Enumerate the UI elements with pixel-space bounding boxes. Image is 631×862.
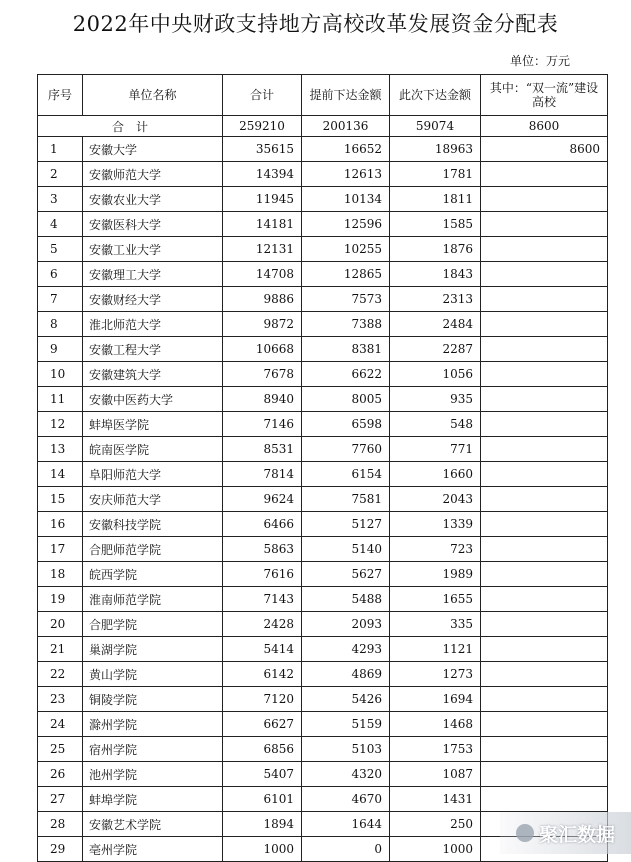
row-advance: 12865 <box>302 262 390 287</box>
row-index: 9 <box>38 337 83 362</box>
row-index: 26 <box>38 762 83 787</box>
row-unit-name: 黄山学院 <box>83 662 223 687</box>
row-total: 10668 <box>223 337 302 362</box>
row-index: 22 <box>38 662 83 687</box>
row-total: 8531 <box>223 437 302 462</box>
row-unit-name: 安徽艺术学院 <box>83 812 223 837</box>
table-row <box>38 412 608 437</box>
row-total: 9886 <box>223 287 302 312</box>
row-unit-name: 安徽大学 <box>83 137 223 162</box>
row-index: 18 <box>38 562 83 587</box>
row-index: 15 <box>38 487 83 512</box>
row-unit-name: 宿州学院 <box>83 737 223 762</box>
row-double-first-class <box>481 787 608 812</box>
row-index: 23 <box>38 687 83 712</box>
row-unit-name: 安徽建筑大学 <box>83 362 223 387</box>
table-row <box>38 462 608 487</box>
row-advance: 8005 <box>302 387 390 412</box>
row-advance: 2093 <box>302 612 390 637</box>
row-total: 14181 <box>223 212 302 237</box>
row-advance: 5140 <box>302 537 390 562</box>
row-unit-name: 安徽医科大学 <box>83 212 223 237</box>
row-current: 1989 <box>390 562 481 587</box>
row-total: 9624 <box>223 487 302 512</box>
row-index: 28 <box>38 812 83 837</box>
row-total: 2428 <box>223 612 302 637</box>
row-unit-name: 阜阳师范大学 <box>83 462 223 487</box>
table-row <box>38 362 608 387</box>
table-row <box>38 187 608 212</box>
row-index: 2 <box>38 162 83 187</box>
table-row <box>38 387 608 412</box>
row-advance: 4320 <box>302 762 390 787</box>
row-unit-name: 铜陵学院 <box>83 687 223 712</box>
row-unit-name: 巢湖学院 <box>83 637 223 662</box>
row-unit-name: 安徽中医药大学 <box>83 387 223 412</box>
row-unit-name: 安徽财经大学 <box>83 287 223 312</box>
row-double-first-class <box>481 312 608 337</box>
row-current: 1694 <box>390 687 481 712</box>
row-total: 7814 <box>223 462 302 487</box>
table-row <box>38 787 608 812</box>
row-advance: 5103 <box>302 737 390 762</box>
row-double-first-class <box>481 662 608 687</box>
row-double-first-class <box>481 612 608 637</box>
table-row <box>38 637 608 662</box>
watermark-text: 聚汇数据 <box>538 823 615 846</box>
table-row <box>38 537 608 562</box>
row-advance: 5488 <box>302 587 390 612</box>
watermark <box>500 812 631 854</box>
row-unit-name: 淮北师范大学 <box>83 312 223 337</box>
row-advance: 7760 <box>302 437 390 462</box>
row-advance: 4869 <box>302 662 390 687</box>
row-current: 1273 <box>390 662 481 687</box>
row-index: 6 <box>38 262 83 287</box>
row-current: 1121 <box>390 637 481 662</box>
row-advance: 10134 <box>302 187 390 212</box>
row-current: 1000 <box>390 837 481 862</box>
row-total: 35615 <box>223 137 302 162</box>
row-unit-name: 淮南师范学院 <box>83 587 223 612</box>
total-current: 59074 <box>390 116 481 137</box>
row-current: 1843 <box>390 262 481 287</box>
header-index: 序号 <box>38 75 83 116</box>
row-current: 2287 <box>390 337 481 362</box>
total-sum: 259210 <box>223 116 302 137</box>
row-double-first-class <box>481 187 608 212</box>
row-advance: 5627 <box>302 562 390 587</box>
header-unit-name: 单位名称 <box>83 75 223 116</box>
row-double-first-class <box>481 412 608 437</box>
row-unit-name: 安徽科技学院 <box>83 512 223 537</box>
row-index: 4 <box>38 212 83 237</box>
row-advance: 6598 <box>302 412 390 437</box>
row-advance: 5426 <box>302 687 390 712</box>
row-index: 1 <box>38 137 83 162</box>
row-current: 2313 <box>390 287 481 312</box>
row-total: 5863 <box>223 537 302 562</box>
row-total: 7616 <box>223 562 302 587</box>
row-current: 335 <box>390 612 481 637</box>
table-row <box>38 562 608 587</box>
row-index: 24 <box>38 712 83 737</box>
row-double-first-class <box>481 512 608 537</box>
row-total: 6856 <box>223 737 302 762</box>
row-index: 8 <box>38 312 83 337</box>
row-double-first-class <box>481 737 608 762</box>
row-index: 14 <box>38 462 83 487</box>
row-advance: 6622 <box>302 362 390 387</box>
row-current: 2484 <box>390 312 481 337</box>
row-current: 1468 <box>390 712 481 737</box>
row-double-first-class <box>481 262 608 287</box>
row-total: 7120 <box>223 687 302 712</box>
row-advance: 1644 <box>302 812 390 837</box>
row-unit-name: 安徽理工大学 <box>83 262 223 287</box>
row-advance: 12613 <box>302 162 390 187</box>
row-advance: 5127 <box>302 512 390 537</box>
row-index: 21 <box>38 637 83 662</box>
total-label: 合 计 <box>38 116 223 137</box>
row-advance: 12596 <box>302 212 390 237</box>
row-advance: 7388 <box>302 312 390 337</box>
table-header-row <box>38 75 608 116</box>
table-row <box>38 212 608 237</box>
row-total: 14708 <box>223 262 302 287</box>
total-double-first-class: 8600 <box>481 116 608 137</box>
table-row <box>38 337 608 362</box>
table-row <box>38 487 608 512</box>
row-unit-name: 安徽师范大学 <box>83 162 223 187</box>
row-advance: 4670 <box>302 787 390 812</box>
row-current: 548 <box>390 412 481 437</box>
row-unit-name: 安徽农业大学 <box>83 187 223 212</box>
row-total: 1894 <box>223 812 302 837</box>
row-unit-name: 池州学院 <box>83 762 223 787</box>
row-unit-name: 亳州学院 <box>83 837 223 862</box>
logo-icon <box>516 824 534 842</box>
row-double-first-class <box>481 437 608 462</box>
row-double-first-class <box>481 462 608 487</box>
row-advance: 7581 <box>302 487 390 512</box>
row-double-first-class: 8600 <box>481 137 608 162</box>
row-unit-name: 安徽工程大学 <box>83 337 223 362</box>
row-double-first-class <box>481 237 608 262</box>
row-double-first-class <box>481 562 608 587</box>
table-body <box>38 137 608 862</box>
row-total: 1000 <box>223 837 302 862</box>
total-row <box>38 116 608 137</box>
table-row <box>38 762 608 787</box>
row-current: 935 <box>390 387 481 412</box>
table-row <box>38 737 608 762</box>
table-row <box>38 312 608 337</box>
row-index: 29 <box>38 837 83 862</box>
row-double-first-class <box>481 287 608 312</box>
row-double-first-class <box>481 687 608 712</box>
row-total: 7143 <box>223 587 302 612</box>
row-current: 1655 <box>390 587 481 612</box>
row-total: 8940 <box>223 387 302 412</box>
header-double-first-class: 其中：“双一流”建设高校 <box>481 75 608 116</box>
row-current: 1431 <box>390 787 481 812</box>
row-unit-name: 滁州学院 <box>83 712 223 737</box>
row-current: 723 <box>390 537 481 562</box>
row-double-first-class <box>481 762 608 787</box>
row-unit-name: 蚌埠医学院 <box>83 412 223 437</box>
table-row <box>38 262 608 287</box>
row-current: 2043 <box>390 487 481 512</box>
row-current: 18963 <box>390 137 481 162</box>
table-row <box>38 237 608 262</box>
row-index: 10 <box>38 362 83 387</box>
row-current: 771 <box>390 437 481 462</box>
table-row <box>38 662 608 687</box>
table-row <box>38 687 608 712</box>
header-total: 合计 <box>223 75 302 116</box>
row-unit-name: 合肥学院 <box>83 612 223 637</box>
row-total: 7678 <box>223 362 302 387</box>
row-double-first-class <box>481 387 608 412</box>
table-row <box>38 437 608 462</box>
row-total: 7146 <box>223 412 302 437</box>
row-index: 25 <box>38 737 83 762</box>
row-advance: 8381 <box>302 337 390 362</box>
row-total: 6101 <box>223 787 302 812</box>
row-index: 13 <box>38 437 83 462</box>
table-row <box>38 137 608 162</box>
row-double-first-class <box>481 637 608 662</box>
row-index: 7 <box>38 287 83 312</box>
row-total: 5407 <box>223 762 302 787</box>
row-total: 5414 <box>223 637 302 662</box>
row-current: 1753 <box>390 737 481 762</box>
table-row <box>38 512 608 537</box>
row-current: 1056 <box>390 362 481 387</box>
row-advance: 5159 <box>302 712 390 737</box>
unit-label: 单位：万元 <box>510 54 571 68</box>
row-unit-name: 皖西学院 <box>83 562 223 587</box>
row-advance: 10255 <box>302 237 390 262</box>
row-advance: 0 <box>302 837 390 862</box>
row-index: 3 <box>38 187 83 212</box>
row-total: 14394 <box>223 162 302 187</box>
table-row <box>38 287 608 312</box>
row-total: 9872 <box>223 312 302 337</box>
row-double-first-class <box>481 537 608 562</box>
row-index: 11 <box>38 387 83 412</box>
row-index: 12 <box>38 412 83 437</box>
row-double-first-class <box>481 587 608 612</box>
row-total: 6142 <box>223 662 302 687</box>
row-index: 16 <box>38 512 83 537</box>
table-row <box>38 587 608 612</box>
row-double-first-class <box>481 487 608 512</box>
row-advance: 16652 <box>302 137 390 162</box>
row-current: 1876 <box>390 237 481 262</box>
row-unit-name: 合肥师范学院 <box>83 537 223 562</box>
row-double-first-class <box>481 712 608 737</box>
row-current: 1811 <box>390 187 481 212</box>
document-title: 2022年中央财政支持地方高校改革发展资金分配表 <box>72 12 559 36</box>
row-current: 1781 <box>390 162 481 187</box>
row-unit-name: 安徽工业大学 <box>83 237 223 262</box>
row-index: 19 <box>38 587 83 612</box>
row-current: 1660 <box>390 462 481 487</box>
table-row <box>38 712 608 737</box>
row-total: 6466 <box>223 512 302 537</box>
row-double-first-class <box>481 337 608 362</box>
row-index: 5 <box>38 237 83 262</box>
header-advance-amount: 提前下达金额 <box>302 75 390 116</box>
row-current: 1339 <box>390 512 481 537</box>
row-current: 1087 <box>390 762 481 787</box>
row-current: 1585 <box>390 212 481 237</box>
row-double-first-class <box>481 212 608 237</box>
row-index: 17 <box>38 537 83 562</box>
row-total: 12131 <box>223 237 302 262</box>
table-row <box>38 612 608 637</box>
row-double-first-class <box>481 162 608 187</box>
table-row <box>38 162 608 187</box>
row-current: 250 <box>390 812 481 837</box>
row-index: 20 <box>38 612 83 637</box>
row-advance: 4293 <box>302 637 390 662</box>
row-advance: 6154 <box>302 462 390 487</box>
row-double-first-class <box>481 362 608 387</box>
header-current-amount: 此次下达金额 <box>390 75 481 116</box>
total-advance: 200136 <box>302 116 390 137</box>
row-total: 11945 <box>223 187 302 212</box>
row-unit-name: 安庆师范大学 <box>83 487 223 512</box>
row-unit-name: 皖南医学院 <box>83 437 223 462</box>
row-total: 6627 <box>223 712 302 737</box>
row-advance: 7573 <box>302 287 390 312</box>
row-index: 27 <box>38 787 83 812</box>
allocation-table <box>37 74 608 862</box>
row-unit-name: 蚌埠学院 <box>83 787 223 812</box>
